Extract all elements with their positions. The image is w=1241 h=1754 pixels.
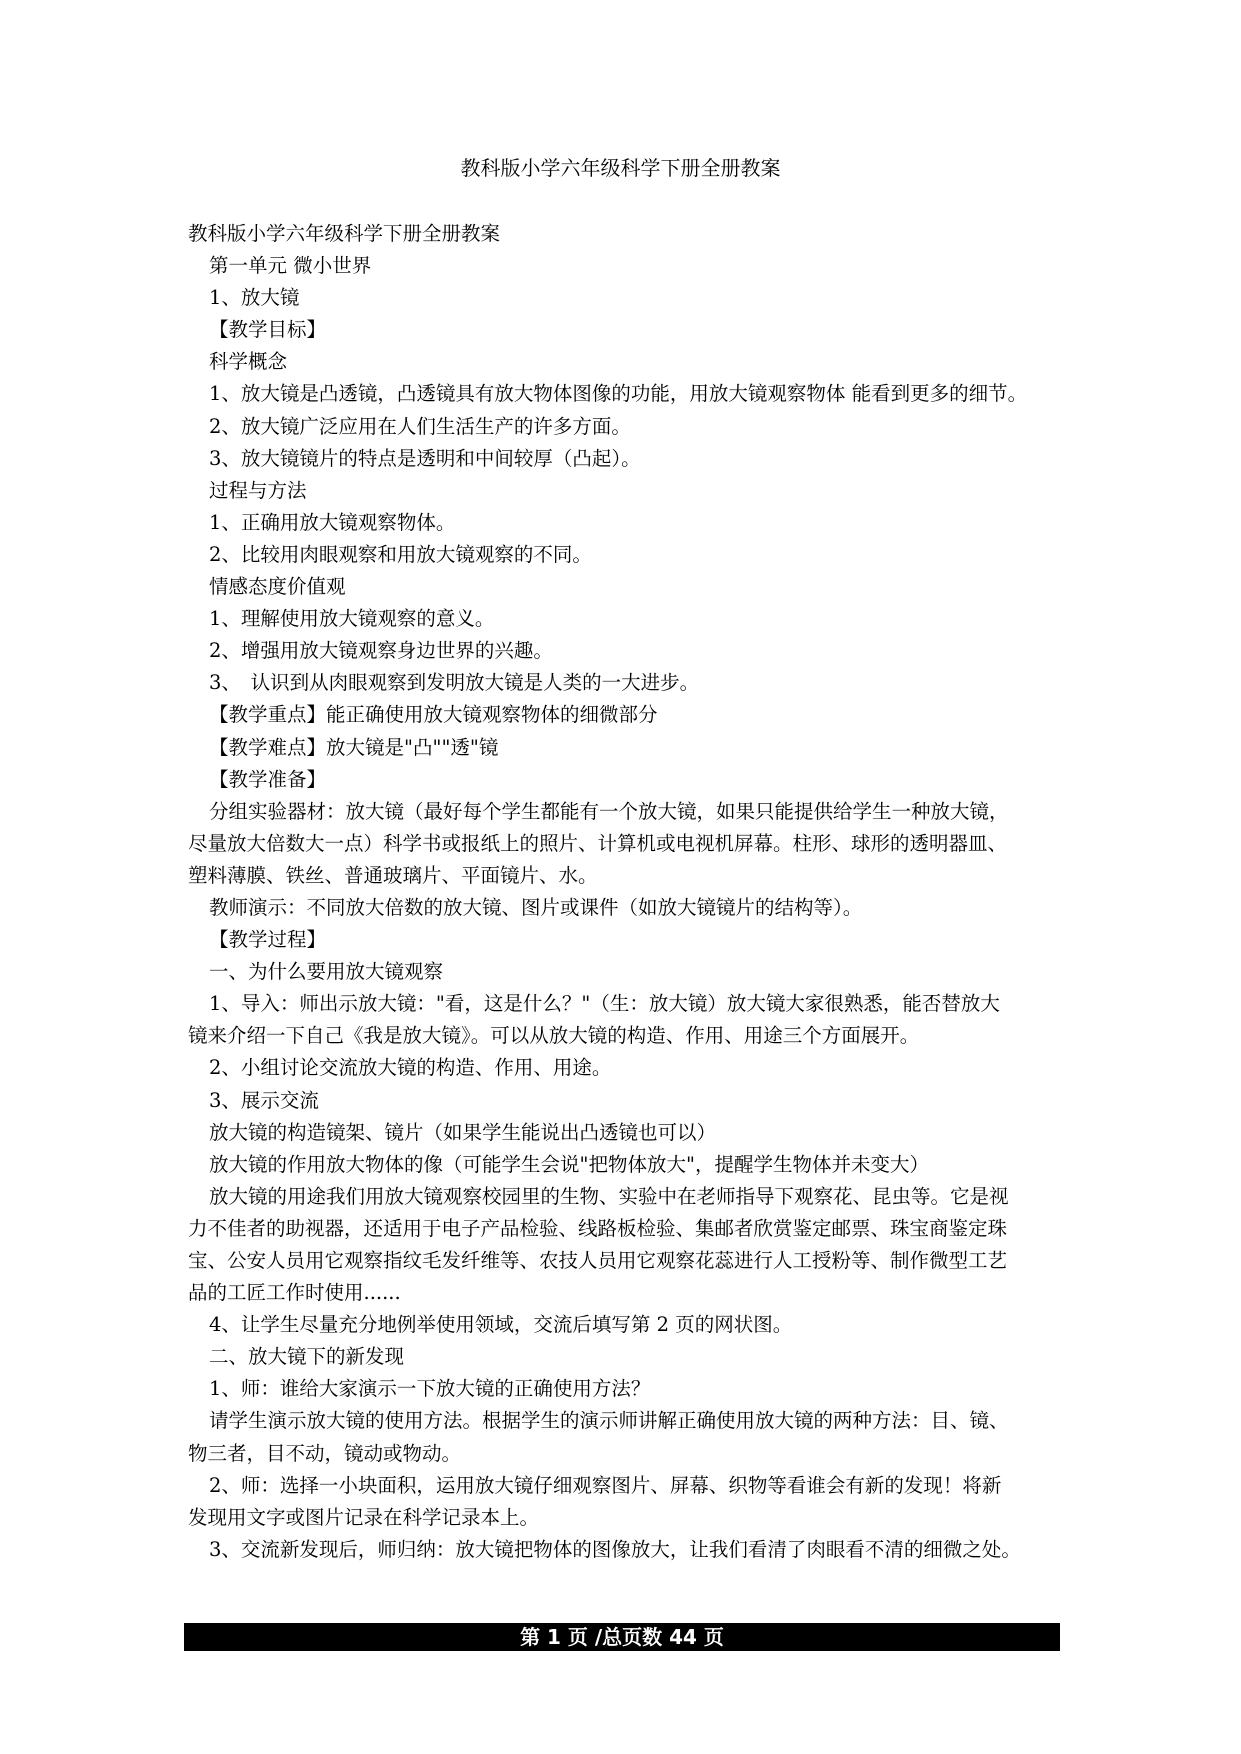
paragraph-line: 品的工匠工作时使用...... [188, 1281, 401, 1305]
paragraph-line: 放大镜的作用放大物体的像（可能学生会说"把物体放大"，提醒学生物体并未变大） [209, 1152, 929, 1176]
page-number-label: 第 1 页 /总页数 44 页 [520, 1625, 724, 1649]
paragraph-line: 2、小组讨论交流放大镜的构造、作用、用途。 [209, 1056, 612, 1080]
paragraph-line: 力不佳者的助视器，还适用于电子产品检验、线路板检验、集邮者欣赏鉴定邮票、珠宝商鉴定珠 [188, 1216, 1008, 1240]
paragraph-line: 1、导入：师出示放大镜："看，这是什么？"（生：放大镜）放大镜大家很熟悉，能否替放大 [209, 992, 1000, 1016]
paragraph-line: 宝、公安人员用它观察指纹毛发纤维等、农技人员用它观察花蕊进行人工授粉等、制作微型工艺 [188, 1249, 1008, 1272]
page-footer [184, 1623, 1060, 1651]
paragraph-line: 【教学准备】 [209, 767, 327, 791]
document-title: 教科版小学六年级科学下册全册教案 [460, 156, 781, 180]
paragraph-line: 1、师：谁给大家演示一下放大镜的正确使用方法？ [209, 1377, 651, 1401]
paragraph-line: 尽量放大倍数大一点）科学书或报纸上的照片、计算机或电视机屏幕。柱形、球形的透明器皿、 [188, 831, 1008, 855]
paragraph-line: 过程与方法 [209, 478, 307, 502]
paragraph-line: 3、展示交流 [209, 1088, 319, 1112]
paragraph-line: 物三者，目不动，镜动或物动。 [188, 1441, 462, 1465]
paragraph-line: 4、让学生尽量充分地例举使用领域，交流后填写第 2 页的网状图。 [209, 1313, 793, 1337]
paragraph-line: 3、交流新发现后，师归纳：放大镜把物体的图像放大，让我们看清了肉眼看不清的细微之处。 [209, 1537, 1021, 1561]
paragraph-line: 分组实验器材：放大镜（最好每个学生都能有一个放大镜，如果只能提供给学生一种放大镜， [209, 799, 1009, 823]
paragraph-line: 放大镜的构造镜架、镜片（如果学生能说出凸透镜也可以） [209, 1120, 717, 1144]
paragraph-line: 1、正确用放大镜观察物体。 [209, 510, 456, 534]
paragraph-line: 塑料薄膜、铁丝、普通玻璃片、平面镜片、水。 [188, 863, 598, 887]
paragraph-line: 放大镜的用途我们用放大镜观察校园里的生物、实验中在老师指导下观察花、昆虫等。它是视 [209, 1184, 1009, 1208]
paragraph-line: 2、放大镜广泛应用在人们生活生产的许多方面。 [209, 414, 631, 438]
paragraph-line: 3、放大镜镜片的特点是透明和中间较厚（凸起）。 [209, 446, 641, 470]
paragraph-line: 【教学目标】 [209, 318, 327, 342]
paragraph-line: 一、为什么要用放大镜观察 [209, 960, 444, 984]
paragraph-line: 【教学过程】 [209, 928, 327, 952]
paragraph-line: 教科版小学六年级科学下册全册教案 [188, 222, 501, 245]
paragraph-line: 请学生演示放大镜的使用方法。根据学生的演示师讲解正确使用放大镜的两种方法：目、镜、 [209, 1409, 1009, 1433]
paragraph-line: 2、增强用放大镜观察身边世界的兴趣。 [209, 639, 553, 663]
paragraph-line: 教师演示：不同放大倍数的放大镜、图片或课件（如放大镜镜片的结构等）。 [209, 895, 863, 919]
paragraph-line: 二、放大镜下的新发现 [209, 1345, 405, 1369]
paragraph-line: 1、放大镜是凸透镜，凸透镜具有放大物体图像的功能，用放大镜观察物体 能看到更多的细节。 [209, 382, 1028, 406]
paragraph-line: 1、理解使用放大镜观察的意义。 [209, 607, 495, 631]
paragraph-line: 【教学重点】能正确使用放大镜观察物体的细微部分 [209, 703, 658, 727]
paragraph-line: 第一单元 微小世界 [209, 254, 372, 278]
paragraph-line: 【教学难点】放大镜是"凸""透"镜 [209, 735, 499, 759]
paragraph-line: 镜来介绍一下自己《我是放大镜》。可以从放大镜的构造、作用、用途三个方面展开。 [188, 1024, 920, 1048]
paragraph-line: 2、比较用肉眼观察和用放大镜观察的不同。 [209, 542, 592, 566]
document-body [188, 218, 1068, 1566]
paragraph-line: 1、放大镜 [209, 286, 300, 310]
paragraph-line: 发现用文字或图片记录在科学记录本上。 [188, 1505, 540, 1529]
paragraph-line: 2、师：选择一小块面积，运用放大镜仔细观察图片、屏幕、织物等看谁会有新的发现！将新 [209, 1473, 1002, 1497]
paragraph-line: 情感态度价值观 [209, 575, 346, 599]
paragraph-line: 3、 认识到从肉眼观察到发明放大镜是人类的一大进步。 [209, 671, 700, 695]
paragraph-line: 科学概念 [209, 350, 288, 374]
